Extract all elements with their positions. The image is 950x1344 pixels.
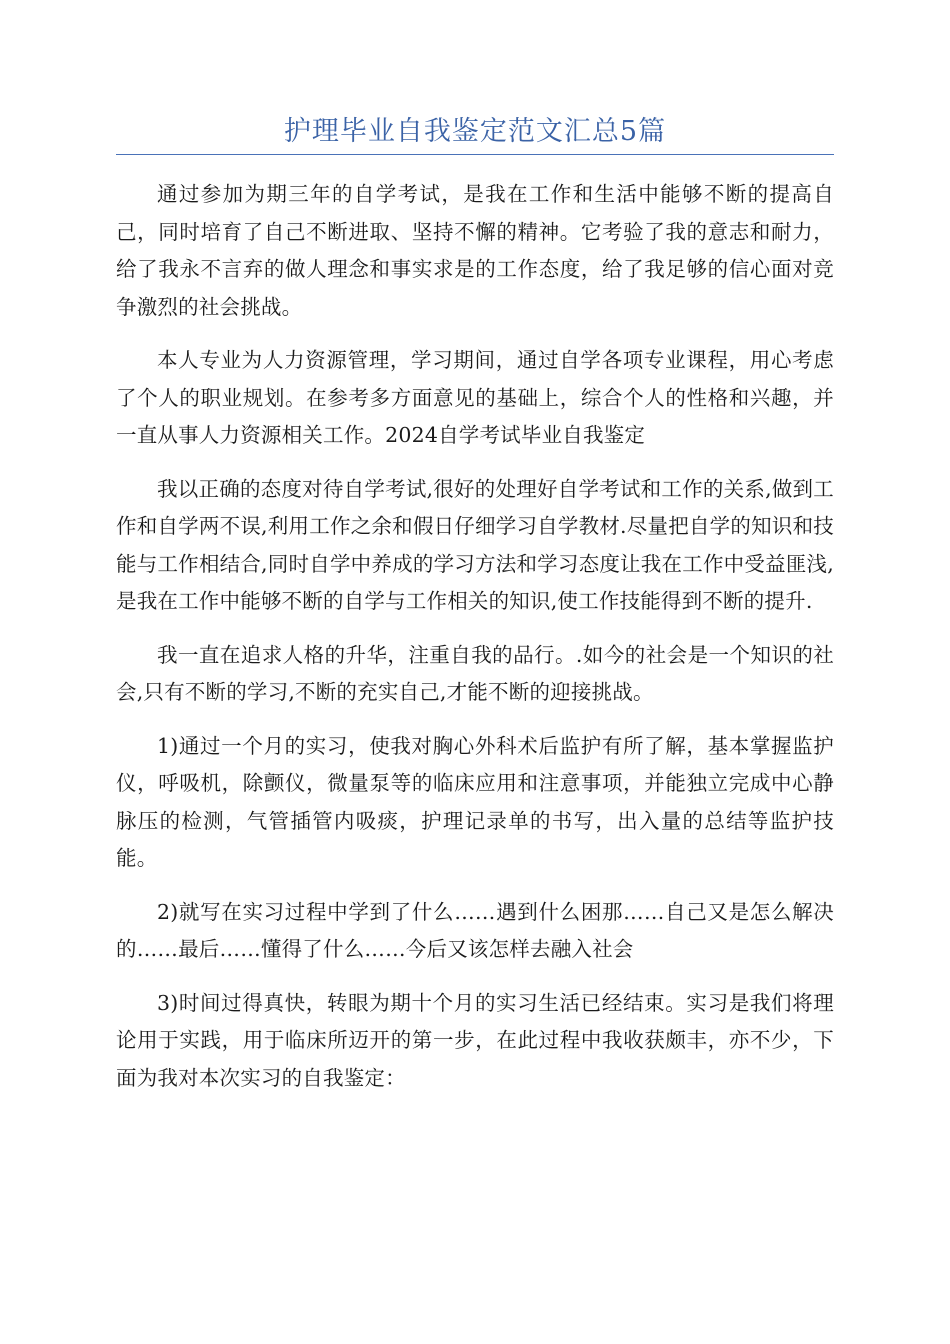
document-title: 护理毕业自我鉴定范文汇总5篇 bbox=[283, 116, 667, 147]
paragraph: 2)就写在实习过程中学到了什么……遇到什么困那……自己又是怎么解决的……最后……懂得了什么……今后又该怎样去融入社会 bbox=[116, 899, 834, 961]
paragraph: 我一直在追求人格的升华，注重自我的品行。.如今的社会是一个知识的社会,只有不断的学习,不断的充实自己,才能不断的迎接挑战。 bbox=[116, 642, 834, 704]
title-underline bbox=[116, 154, 834, 155]
paragraph: 本人专业为人力资源管理，学习期间，通过自学各项专业课程，用心考虑了个人的职业规划。在参考多方面意见的基础上，综合个人的性格和兴趣，并一直从事人力资源相关工作。2024自学考试毕业自我鉴定 bbox=[116, 348, 834, 447]
paragraph: 通过参加为期三年的自学考试，是我在工作和生活中能够不断的提高自己，同时培育了自己不断进取、坚持不懈的精神。它考验了我的意志和耐力，给了我永不言弃的做人理念和事实求是的工作态度，给了我足够的信心面对竞争激烈的社会挑战。 bbox=[116, 182, 834, 319]
paragraph: 3)时间过得真快，转眼为期十个月的实习生活已经结束。实习是我们将理论用于实践，用于临床所迈开的第一步，在此过程中我收获颇丰，亦不少，下面为我对本次实习的自我鉴定： bbox=[116, 990, 834, 1090]
paragraph: 我以正确的态度对待自学考试,很好的处理好自学考试和工作的关系,做到工作和自学两不误,利用工作之余和假日仔细学习自学教材.尽量把自学的知识和技能与工作相结合,同时自学中养成的学习方法和学习态度让我在工作中受益匪浅,是我在工作中能够不断的自学与工作相关的知识,使工作技能得到不断的提升. bbox=[116, 476, 834, 613]
paragraph: 1)通过一个月的实习，使我对胸心外科术后监护有所了解，基本掌握监护仪，呼吸机，除颤仪，微量泵等的临床应用和注意事项，并能独立完成中心静脉压的检测，气管插管内吸痰，护理记录单的书写，出入量的总结等监护技能。 bbox=[116, 733, 834, 870]
document-body bbox=[116, 176, 834, 1113]
